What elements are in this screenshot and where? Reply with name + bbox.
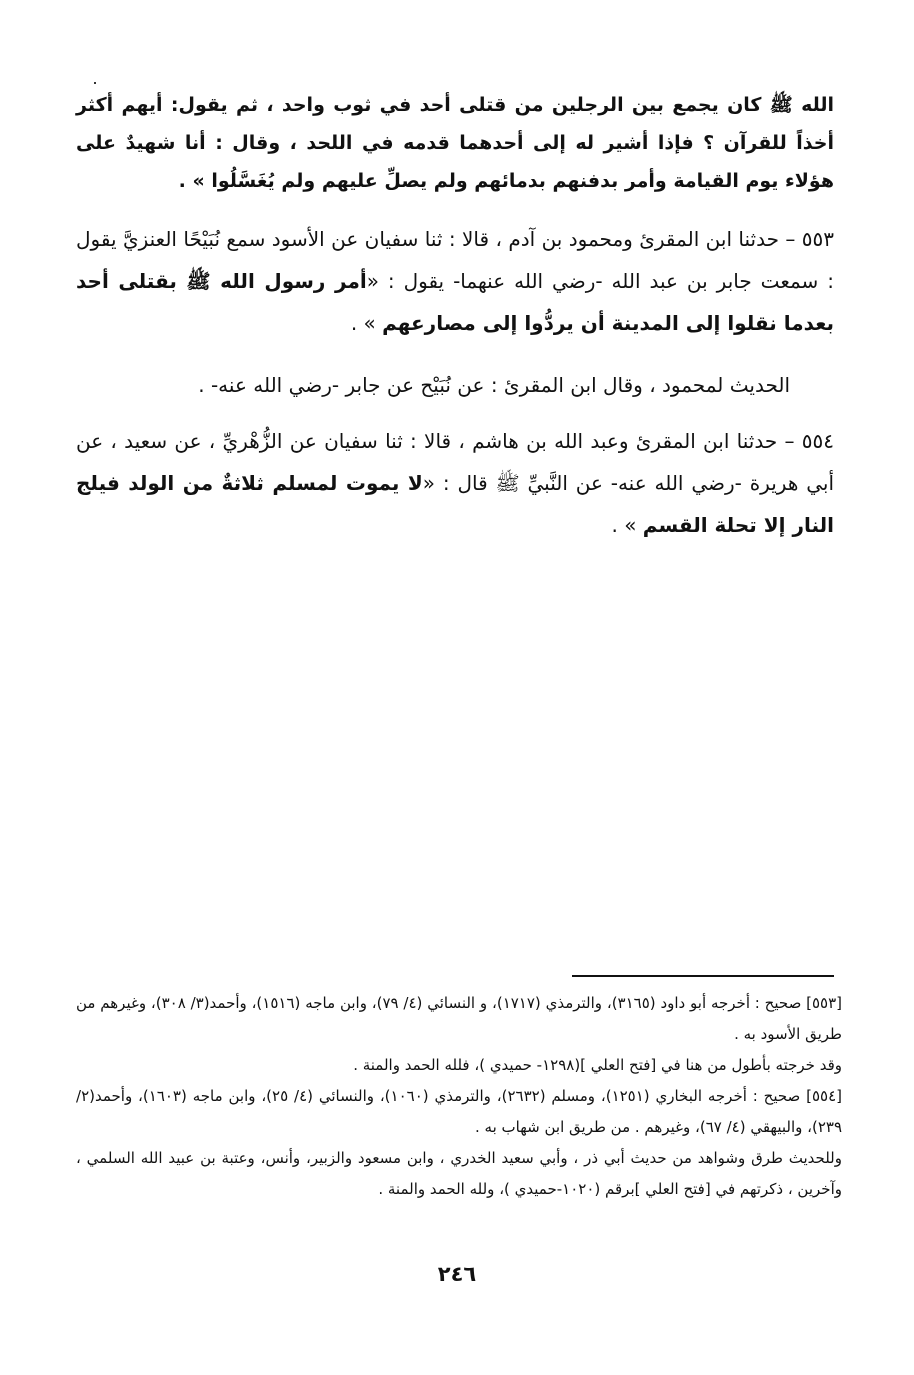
hadith-553-isnad: ٥٥٣ – حدثنا ابن المقرئ ومحمود بن آدم ، قالا : ثنا سفيان عن الأسود سمع نُبَيْحًا العنزيَّ يقول : سمعت جابر بن عبد الله -رضي الله عنهما- يقول : « xyxy=(76,227,834,293)
hadith-554-matn: لا يموت لمسلم ثلاثةٌ من الولد فيلج النار إلا تحلة القسم xyxy=(76,471,834,537)
hadith-553-close: » . xyxy=(350,311,383,335)
hadith-552-continuation: الله ﷺ كان يجمع بين الرجلين من قتلى أحد في ثوب واحد ، ثم يقول: أيهم أكثر أخذاً للقرآن ؟ فإذا أشير له إلى أحدهما قدمه في اللحد ، وقال : أنا شهيدٌ على هؤلاء يوم القيامة وأمر بدفنهم بدمائهم ولم يصلِّ عليهم ولم يُغَسَّلُوا » . xyxy=(76,94,834,192)
footnote-554-takhrij: [٥٥٤] صحيح : أخرجه البخاري (١٢٥١)، ومسلم (٢٦٣٢)، والترمذي (١٠٦٠)، والنسائي (٤/ ٢٥)، وابن ماجه (١٦٠٣)، وأحمد(٢/ ٢٣٩)، والبيهقي (٤/ ٦٧)، وغيرهم . من طريق ابن شهاب به . xyxy=(76,1087,843,1136)
footnote-554-extra: وللحديث طرق وشواهد من حديث أبي ذر ، وأبي سعيد الخدري ، وابن مسعود والزبير، وأنس، وعتبة بن عبيد الله السلمي ، وآخرين ، ذكرتهم في [فتح العلي ]برقم (١٠٢٠-حميدي )، ولله الحمد والمنة . xyxy=(76,1149,842,1198)
hadith-553 xyxy=(76,218,834,344)
footnote-553-extra: وقد خرجته بأطول من هنا في [فتح العلي ](١٢٩٨- حميدي )، فلله الحمد والمنة . xyxy=(353,1056,842,1074)
scan-speck xyxy=(94,82,96,84)
footnote-553-takhrij: [٥٥٣] صحيح : أخرجه أبو داود (٣١٦٥)، والترمذي (١٧١٧)، و النسائي (٤/ ٧٩)، وابن ماجه (١٥١٦)، وأحمد(٣/ ٣٠٨)، وغيرهم من طريق الأسود به . xyxy=(76,994,843,1043)
footnotes xyxy=(76,988,842,1205)
hadith-553-note: الحديث لمحمود ، وقال ابن المقرئ : عن نُبَيْح عن جابر -رضي الله عنه- . xyxy=(198,373,790,397)
hadith-554 xyxy=(76,420,834,546)
hadith-554-isnad: ٥٥٤ – حدثنا ابن المقرئ وعبد الله بن هاشم ، قالا : ثنا سفيان عن الزُّهْريِّ ، عن سعيد ، عن أبي هريرة -رضي الله عنه- عن النَّبيِّ ﷺ قال : « xyxy=(76,429,834,495)
main-text xyxy=(76,86,834,546)
page-number: ٢٤٦ xyxy=(437,1262,477,1286)
hadith-553-matn: أمر رسول الله ﷺ بقتلى أحد بعدما نقلوا إلى المدينة أن يردُّوا إلى مصارعهم xyxy=(76,269,834,335)
footnote-separator xyxy=(572,975,834,977)
hadith-554-close: » . xyxy=(611,513,643,537)
